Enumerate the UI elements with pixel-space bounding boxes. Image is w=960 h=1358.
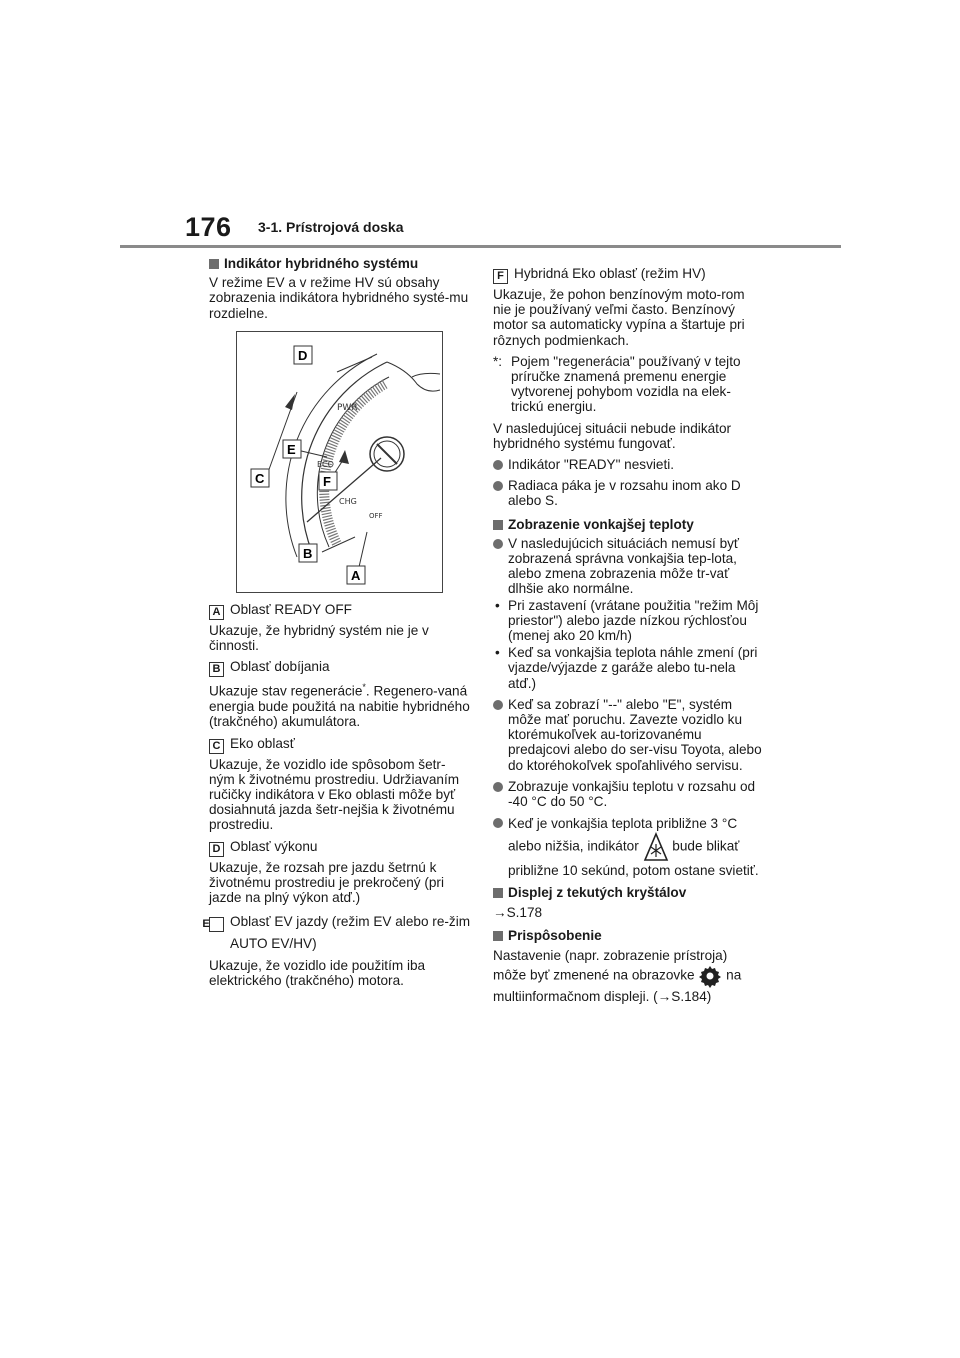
lcd-ref-link[interactable]: →S.178	[493, 904, 543, 920]
round-bullet-icon	[493, 782, 503, 792]
sub-bullet-temp-change: • Keď sa vonkajšia teplota náhle zmení (pri vjazde/výjazde z garáže alebo tu-nela atď.)	[493, 645, 763, 691]
hybrid-indicator-figure	[236, 331, 443, 593]
gear-icon	[698, 964, 722, 988]
legend-item-b: B Oblasť dobíjania Ukazuje stav regenerácie*. Regenero-vaná energia bude použitá na nabitie hybridného (trakčného) akumulátora.	[209, 659, 470, 730]
bullet-shift: Radiaca páka je v rozsahu inom ako D alebo S.	[493, 478, 763, 508]
letter-badge: B	[209, 662, 224, 677]
chg-text: CHG	[339, 497, 357, 506]
legend-item-d: D Oblasť výkonu Ukazuje, že rozsah pre jazdu šetrnú k životnému prostrediu je prekročený (pri jazde na plný výkon atď.)	[209, 838, 444, 905]
legend-item-e: E Oblasť EV jazdy (režim EV alebo re-žim AUTO EV/HV) Ukazuje, že vozidlo ide použitím iba elektrického (trakčného) motora.	[202, 914, 471, 989]
square-bullet-icon	[209, 259, 219, 269]
header-rule	[120, 245, 841, 248]
letter-badge: E	[209, 917, 224, 932]
round-bullet-icon	[493, 818, 503, 828]
letter-badge: F	[493, 269, 508, 284]
letter-badge: D	[209, 842, 224, 857]
round-bullet-icon	[493, 460, 503, 470]
figure-label-f	[319, 472, 337, 490]
ice-warning-icon	[643, 832, 669, 862]
figure-label-c	[251, 469, 269, 487]
square-bullet-icon	[493, 931, 503, 941]
bullet-ready: Indikátor "READY" nesvieti.	[493, 457, 763, 472]
bullet-temp-4: Keď je vonkajšia teplota približne 3 °C alebo nižšia, indikátor bude blikať približne 10 sekúnd, potom ostane svietiť.	[493, 815, 763, 879]
eco-text: ECO	[317, 460, 334, 469]
section-heading-outside-temp: Zobrazenie vonkajšej teploty	[493, 517, 763, 532]
legend-item-c: C Eko oblasť Ukazuje, že vozidlo ide spôsobom šetr-ným k životnému prostrediu. Udržiavaním ručičky indikátora v Eko oblasti môže byť dosiahnutá jazda šetr-nejšia k životnému prostrediu.	[209, 735, 460, 833]
round-bullet-icon	[493, 539, 503, 549]
square-bullet-icon	[493, 520, 503, 530]
bullet-temp-1: V nasledujúcich situáciách nemusí byť zobrazená správna vonkajšia tep-lota, alebo zmena zobrazenia môže tr-vať dlhšie ako normálne.	[493, 536, 763, 597]
section-heading-lcd: Displej z tekutých kryštálov	[493, 885, 763, 900]
section-title: 3-1. Prístrojová doska	[258, 219, 404, 235]
bullet-temp-2: Keď sa zobrazí "--" alebo "E", systém môže mať poruchu. Zavezte vozidlo ku ktorémukoľvek au-torizovanému predajcovi alebo do ser-visu Toyota, alebo do ktoréhokoľvek spoľahlivého servisu.	[493, 697, 763, 773]
intro-text: V režime EV a v režime HV sú obsahy zobrazenia indikátora hybridného systé-mu rozdielne.	[209, 275, 469, 321]
figure-label-e	[283, 440, 301, 458]
letter-badge: C	[209, 739, 224, 754]
round-bullet-icon	[493, 481, 503, 491]
off-text: OFF	[369, 512, 383, 520]
round-bullet-icon	[493, 700, 503, 710]
letter-badge: A	[209, 605, 224, 620]
svg-text:D: D	[298, 348, 308, 363]
section-heading-hybrid-indicator: Indikátor hybridného systému	[209, 256, 471, 271]
customize-text: Nastavenie (napr. zobrazenie prístroja) môže byť zmenené na obrazovke na multiinformačnom displeji. (→S.184)	[493, 947, 742, 1004]
section-heading-customize: Prispôsobenie	[493, 928, 763, 943]
pwr-text: PWR	[337, 403, 358, 413]
legend-list	[202, 598, 471, 995]
legend-item-a: A Oblasť READY OFF Ukazuje, že hybridný systém nie je v činnosti.	[209, 602, 429, 654]
svg-text:C: C	[255, 471, 265, 486]
svg-text:B: B	[303, 546, 313, 561]
bullet-temp-3: Zobrazuje vonkajšiu teplotu v rozsahu od -40 °C do 50 °C.	[493, 779, 763, 809]
not-work-intro: V nasledujúcej situácii nebude indikátor hybridného systému fungovať.	[493, 420, 732, 451]
figure-label-b	[299, 544, 317, 562]
footnote: *: Pojem "regenerácia" používaný v tejto príručke znamená premenu energie vytvorenej pohybom vozidla na elek-trickú energiu.	[493, 353, 741, 415]
gauge-illustration	[237, 332, 442, 592]
figure-label-d	[294, 346, 312, 364]
right-column: F Hybridná Eko oblasť (režim HV) Ukazuje, že pohon benzínovým moto-rom nie je používaný veľmi často. Benzínový motor sa automaticky vypína a štartuje pri rôznych podmienkach. *: Pojem "regenerácia" používaný v tejto príručke znamená premenu energie vytvorenej pohybom vozidla na elek-trickú energiu. V nasledujúcej situácii nebude indikátor hybridného systému fungovať. Indikátor "READY" nesvieti. Radiaca páka je v rozsahu inom ako D alebo S. Zobrazenie vonkajšej teploty V nasledujúcich situáciách nemusí byť zobrazená správna vonkajšia tep-lota, alebo zmena zobrazenia môže tr-vať dlhšie ako normálne. • Pri zastavení (vrátane použitia "režim Môj priestor") alebo jazde nízkou rýchlosťou (menej ako 20 km/h) • Keď sa vonkajšia teplota náhle zmení (pri vjazde/výjazde z garáže alebo tu-nela atď.) Keď sa zobrazí "--" alebo "E", systém môže mať poruchu. Zavezte vozidlo ku ktorémukoľvek au-torizovanému predajcovi alebo do ser-visu Toyota, alebo do ktoréhokoľvek spoľahlivého servisu. Zobrazuje vonkajšiu teplotu v rozsahu od -40 °C do 50 °C. Keď je vonkajšia teplota približne 3 °C alebo nižšia, indikátor bude blikať približne 10 sekúnd, potom ostane svietiť. Displej z tekutých kryštálov →S.178 Prispôsobenie Nastavenie (napr. zobrazenie prístroja) môže byť zmenené na obrazovke na multiinformačnom displeji. (→S.184)	[493, 262, 763, 1011]
left-column	[209, 256, 471, 327]
page-number: 176	[185, 212, 232, 242]
svg-text:E: E	[287, 442, 296, 457]
figure-label-a	[347, 566, 365, 584]
f-text: Ukazuje, že pohon benzínovým moto-rom nie je používaný veľmi často. Benzínový motor sa automaticky vypína a štartuje pri rôznych podmienkach.	[493, 287, 745, 348]
svg-text:F: F	[323, 474, 331, 489]
svg-text:A: A	[351, 568, 361, 583]
sub-bullet-stop: • Pri zastavení (vrátane použitia "režim Môj priestor") alebo jazde nízkou rýchlosťou (menej ako 20 km/h)	[493, 598, 763, 644]
square-bullet-icon	[493, 888, 503, 898]
